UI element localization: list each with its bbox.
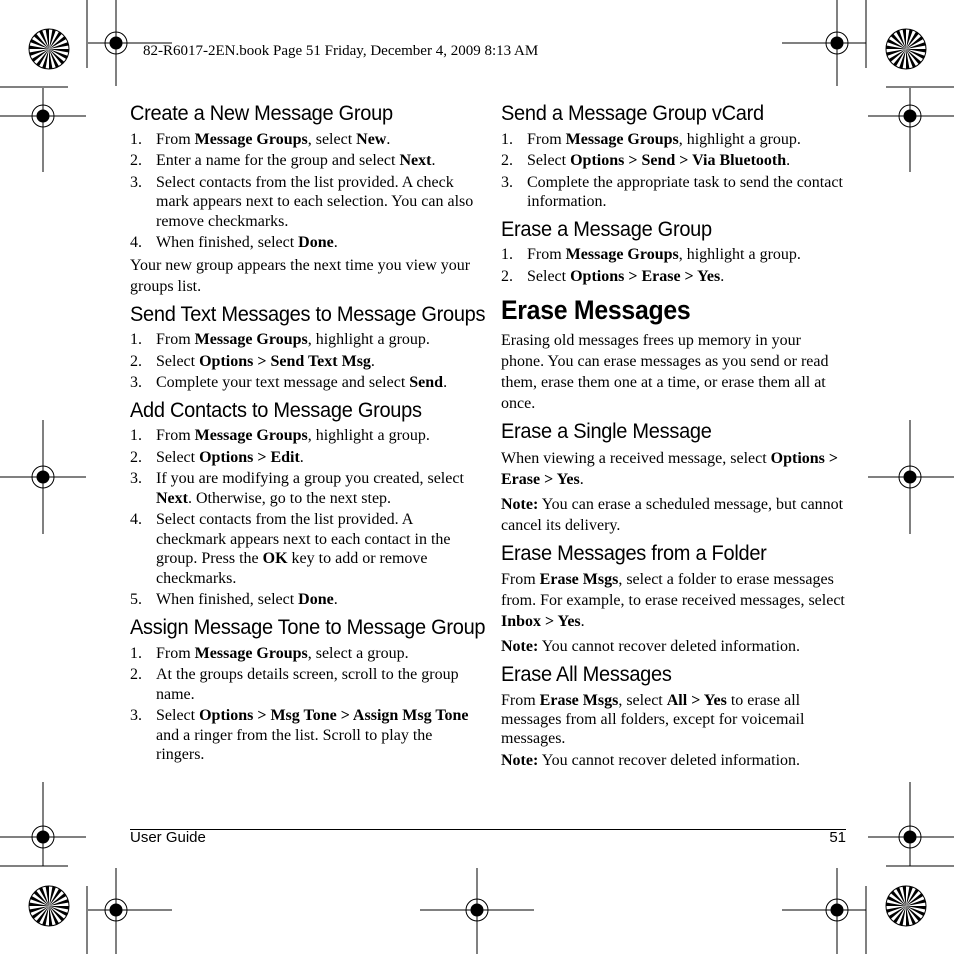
step-number: 4.: [130, 234, 142, 252]
right-column: [501, 102, 845, 777]
step-text: From Message Groups, highlight a group.: [527, 130, 801, 148]
list-item: [130, 469, 476, 508]
list-item: [130, 373, 476, 393]
step-number: 1.: [130, 427, 142, 445]
step-text: When finished, select Done.: [156, 234, 338, 252]
step-number: 1.: [501, 246, 513, 264]
list-item: [130, 665, 476, 704]
step-number: 1.: [130, 644, 142, 662]
list-item: [130, 330, 476, 350]
list-item: [130, 130, 476, 150]
step-number: 2.: [130, 152, 142, 170]
section-erase-all: [501, 663, 845, 771]
step-text: If you are modifying a group you created, select Next. Otherwise, go to the next step.: [156, 470, 464, 507]
list-item: [130, 426, 476, 446]
step-number: 3.: [130, 374, 142, 392]
section-erase-group: [501, 218, 845, 287]
list-item: [130, 233, 476, 253]
heading-add-contacts: Add Contacts to Message Groups: [130, 397, 422, 422]
heading-erase-group: Erase a Message Group: [501, 216, 712, 241]
list-item: [501, 151, 845, 171]
steps-vcard: [501, 130, 845, 212]
step-number: 3.: [501, 173, 513, 191]
list-item: [501, 267, 845, 287]
step-text: Select Options > Send > Via Bluetooth.: [527, 152, 791, 170]
list-item: [130, 706, 476, 765]
step-number: 1.: [501, 130, 513, 148]
step-text: Complete your text message and select Send.: [156, 374, 448, 392]
section-add-contacts: [130, 399, 476, 610]
section-vcard: [501, 102, 845, 212]
heading-erase-folder: Erase Messages from a Folder: [501, 540, 767, 565]
step-number: 3.: [130, 470, 142, 488]
heading-vcard: Send a Message Group vCard: [501, 101, 764, 125]
starburst-mark: [886, 29, 926, 69]
step-number: 3.: [130, 173, 142, 191]
list-item: [130, 352, 476, 372]
step-number: 4.: [130, 511, 142, 529]
step-text: Complete the appropriate task to send the contact information.: [527, 173, 843, 211]
list-item: [501, 130, 845, 150]
heading-send-text: Send Text Messages to Message Groups: [130, 301, 486, 326]
step-text: From Message Groups, highlight a group.: [156, 331, 430, 349]
page-number: 51: [829, 829, 846, 846]
steps-assign-tone: [130, 644, 476, 765]
list-item: [130, 173, 476, 232]
step-text: Select contacts from the list provided. A check mark appears next to each selection. You can also remove checkmarks.: [156, 173, 474, 230]
steps-add-contacts: [130, 426, 476, 610]
create-group-note: Your new group appears the next time you view your groups list.: [130, 256, 471, 295]
list-item: [130, 510, 476, 588]
step-text: From Message Groups, highlight a group.: [156, 427, 430, 445]
heading-create-group: Create a New Message Group: [130, 101, 393, 125]
section-send-text: [130, 301, 486, 393]
step-text: From Message Groups, select New.: [156, 130, 391, 148]
steps-erase-group: [501, 245, 845, 286]
step-text: Select Options > Send Text Msg.: [156, 352, 375, 370]
step-text: At the groups details screen, scroll to the group name.: [156, 666, 459, 703]
list-item: [501, 173, 845, 212]
step-text: Select Options > Msg Tone > Assign Msg Tone and a ringer from the list. Scroll to play the ringers.: [156, 707, 469, 764]
heading-erase-single: Erase a Single Message: [501, 418, 712, 443]
erase-single-text: When viewing a received message, select Options > Erase > Yes.: [501, 449, 839, 488]
list-item: [130, 448, 476, 468]
list-item: [130, 644, 476, 664]
footer-title: User Guide: [130, 829, 206, 846]
step-number: 2.: [501, 267, 513, 285]
step-text: Select contacts from the list provided. A checkmark appears next to each contact in the group. Press the OK key to add or remove checkmarks.: [156, 511, 451, 587]
starburst-mark: [886, 886, 926, 926]
starburst-mark: [29, 886, 69, 926]
step-number: 2.: [130, 448, 142, 466]
step-number: 3.: [130, 707, 142, 725]
list-item: [501, 245, 845, 265]
step-text: Enter a name for the group and select Next.: [156, 152, 436, 170]
step-number: 1.: [130, 331, 142, 349]
erase-folder-text: From Erase Msgs, select a folder to erase messages from. For example, to erase received messages, select Inbox > Yes.: [501, 571, 845, 631]
step-number: 2.: [130, 666, 142, 684]
left-column: [130, 101, 486, 771]
starburst-mark: [29, 29, 69, 69]
footer-rule: [130, 829, 846, 830]
erase-folder-note: Note: You cannot recover deleted information.: [501, 638, 801, 656]
section-assign-tone: [130, 614, 486, 765]
step-number: 1.: [130, 130, 142, 148]
section-erase-messages: [501, 296, 845, 414]
step-number: 2.: [501, 152, 513, 170]
section-erase-folder: [501, 542, 845, 658]
erase-all-note: Note: You cannot recover deleted information.: [501, 751, 801, 769]
erase-messages-intro: Erasing old messages frees up memory in your phone. You can erase messages as you send or read them, erase them one at a time, or erase them all at once.: [501, 331, 829, 412]
heading-erase-messages: Erase Messages: [501, 295, 691, 326]
heading-erase-all: Erase All Messages: [501, 662, 672, 687]
section-create-group: [130, 102, 476, 297]
erase-single-note: Note: You can erase a scheduled message, but cannot cancel its delivery.: [501, 495, 844, 534]
step-text: From Message Groups, select a group.: [156, 644, 409, 662]
steps-send-text: [130, 330, 476, 393]
list-item: [130, 590, 476, 610]
erase-all-text: From Erase Msgs, select All > Yes to erase all messages from all folders, except for voicemail messages.: [501, 691, 805, 747]
step-text: When finished, select Done.: [156, 591, 338, 609]
step-text: Select Options > Erase > Yes.: [527, 267, 725, 285]
step-number: 2.: [130, 352, 142, 370]
section-erase-single: [501, 420, 845, 536]
step-number: 5.: [130, 591, 142, 609]
heading-assign-tone: Assign Message Tone to Message Group: [130, 614, 486, 639]
step-text: Select Options > Edit.: [156, 448, 304, 466]
print-header: 82-R6017-2EN.book Page 51 Friday, December 4, 2009 8:13 AM: [143, 43, 539, 59]
steps-create-group: [130, 130, 476, 253]
list-item: [130, 151, 476, 171]
step-text: From Message Groups, highlight a group.: [527, 246, 801, 264]
